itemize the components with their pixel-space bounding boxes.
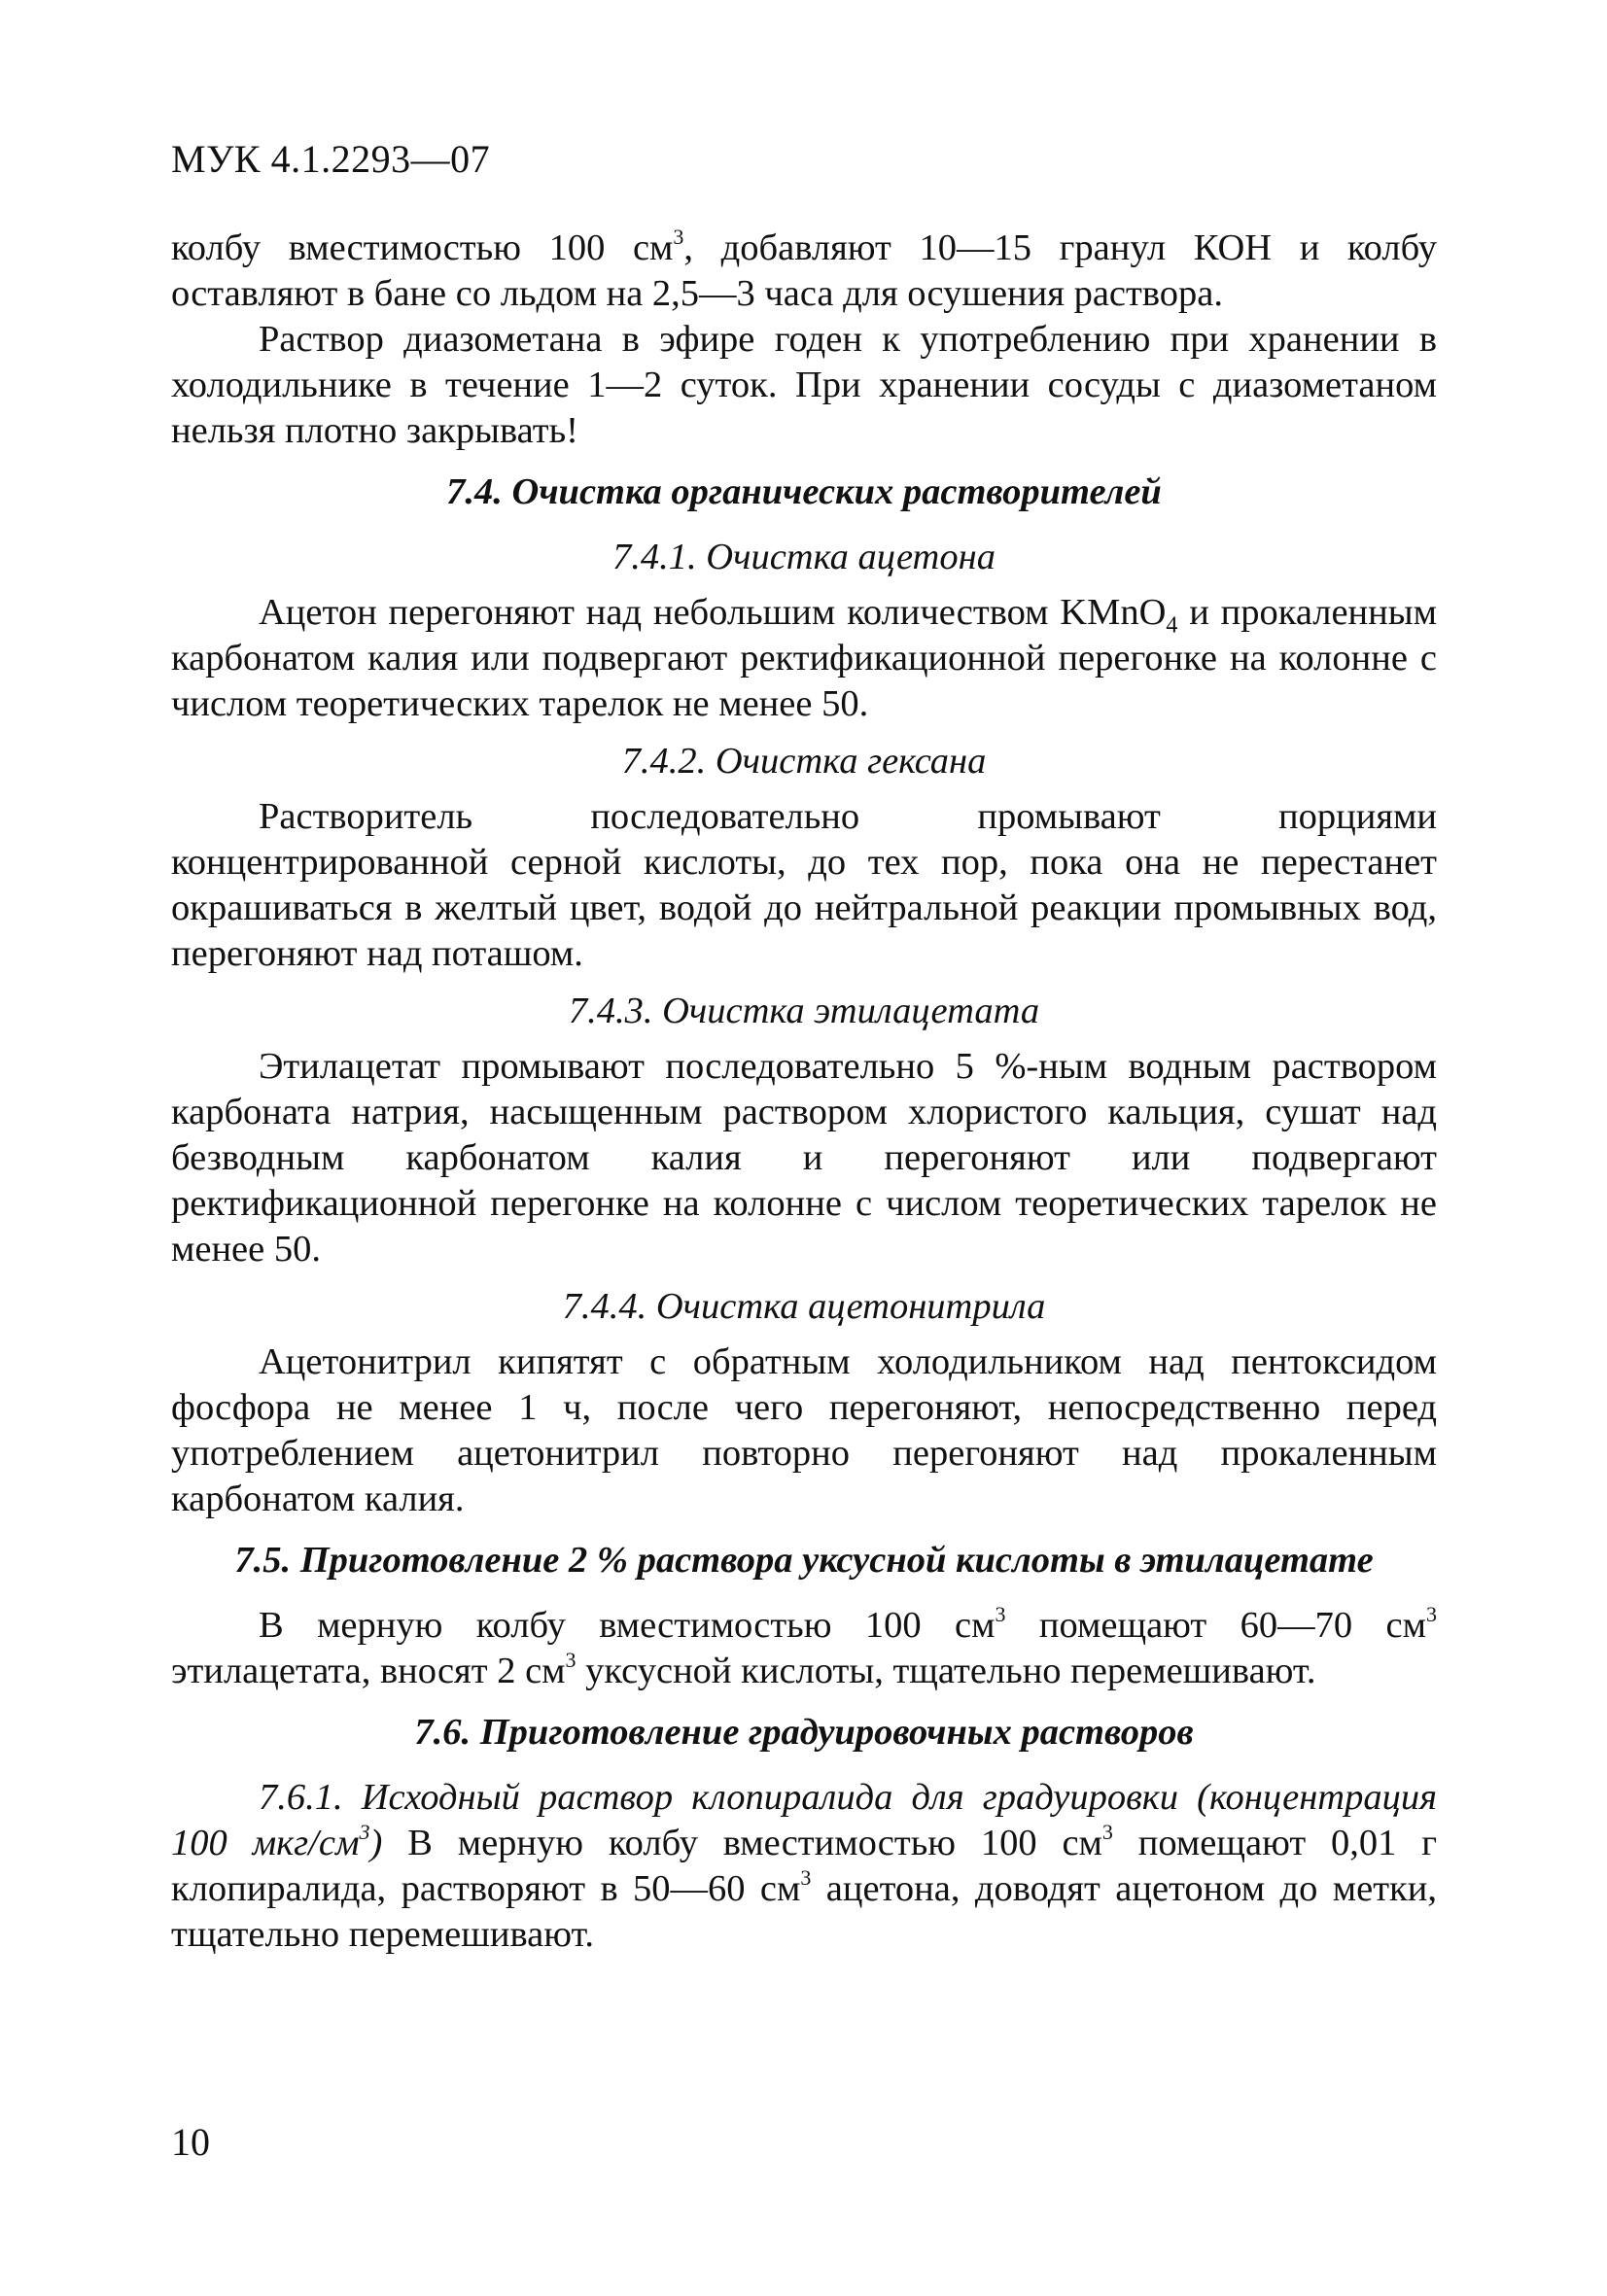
text-run: колбу вместимостью 100 см	[171, 227, 674, 268]
text-run: 7.6.1. Исходный раствор клопиралида для градуировки (концентрация 100 мкг/см	[171, 1777, 1437, 1863]
paragraph-hexane-purification: Растворитель последовательно промывают порциями концентрированной серной кислоты, до тех пор, пока она не перестанет окрашиваться в желтый цвет, водой до нейтральной реакции промывных вод, перегоняют над поташом.	[171, 796, 1437, 974]
paragraph-acetonitrile-purification: Ацетонитрил кипятят с обратным холодильником над пентоксидом фосфора не менее 1 ч, после чего перегоняют, непосредственно перед употреблением ацетонитрил повторно перегоняют над прокаленным карбонатом калия.	[171, 1341, 1437, 1519]
paragraph-continuation	[171, 226, 1437, 317]
superscript: 3	[1426, 1602, 1437, 1626]
text-run: ацетона, доводят ацетоном до метки, тщательно перемешивают.	[171, 1868, 1437, 1955]
paragraph-acetic-acid-solution	[171, 1603, 1437, 1694]
subsection-heading-7-4-3: 7.4.3. Очистка этилацетата	[568, 991, 1040, 1031]
superscript: 3	[995, 1602, 1006, 1626]
text-run: этилацетата, вносят 2 см	[171, 1651, 566, 1691]
text-run: помещают 60—70 см	[1005, 1605, 1426, 1646]
text-run: В мерную колбу вместимостью 100 см	[382, 1823, 1102, 1863]
superscript: 3	[673, 225, 684, 249]
text-run: и прокаленным карбонатом калия или подвергают ректификационной перегонке на колонне с числом теоретических тарелок не менее 50.	[171, 592, 1437, 724]
section-heading-7-4: 7.4. Очистка органических растворителей	[446, 471, 1162, 512]
superscript: 3	[565, 1648, 576, 1672]
superscript: 3	[800, 1865, 812, 1890]
section-heading-7-5: 7.5. Приготовление 2 % раствора уксусной кислоты в этилацетате	[234, 1540, 1374, 1581]
subsection-heading-7-4-2: 7.4.2. Очистка гексана	[621, 741, 987, 782]
section-heading-7-6: 7.6. Приготовление градуировочных растворов	[414, 1712, 1194, 1753]
superscript: 3	[1101, 1820, 1113, 1844]
paragraph-diazomethane-storage: Раствор диазометана в эфире годен к употреблению при хранении в холодильнике в течение 1—2 суток. При хранении сосуды с диазометаном нельзя плотно закрывать!	[171, 319, 1437, 451]
paragraph-acetone-purification	[171, 590, 1437, 727]
text-run: )	[369, 1823, 383, 1863]
document-body	[171, 226, 1437, 1958]
text-run: Ацетон перегоняют над небольшим количеством KMnO	[259, 592, 1167, 633]
document-code-header: МУК 4.1.2293—07	[171, 137, 491, 181]
subsection-heading-7-4-4: 7.4.4. Очистка ацетонитрила	[562, 1286, 1046, 1327]
text-run: помещают 0,01 г клопиралида, растворяют в 50—60 см	[171, 1823, 1437, 1909]
superscript: 3	[359, 1820, 370, 1844]
text-run: В мерную колбу вместимостью 100 см	[259, 1605, 996, 1646]
page-number: 10	[171, 2120, 210, 2164]
paragraph-ethylacetate-purification: Этилацетат промывают последовательно 5 %-ным водным раствором карбоната натрия, насыщенным раствором хлористого кальция, сушат над безводным карбонатом калия и перегоняют или подвергают ректификационной перегонке на колонне с числом теоретических тарелок не менее 50.	[171, 1046, 1437, 1270]
text-run: , добавляют 10—15 гранул КОН и колбу оставляют в бане со льдом на 2,5—3 часа для осушения раствора.	[171, 227, 1438, 314]
subscript: 4	[1166, 612, 1178, 639]
text-run: уксусной кислоты, тщательно перемешивают.	[576, 1651, 1316, 1691]
paragraph-clopyralid-stock-solution	[171, 1775, 1437, 1958]
subsection-heading-7-4-1: 7.4.1. Очистка ацетона	[612, 537, 996, 577]
